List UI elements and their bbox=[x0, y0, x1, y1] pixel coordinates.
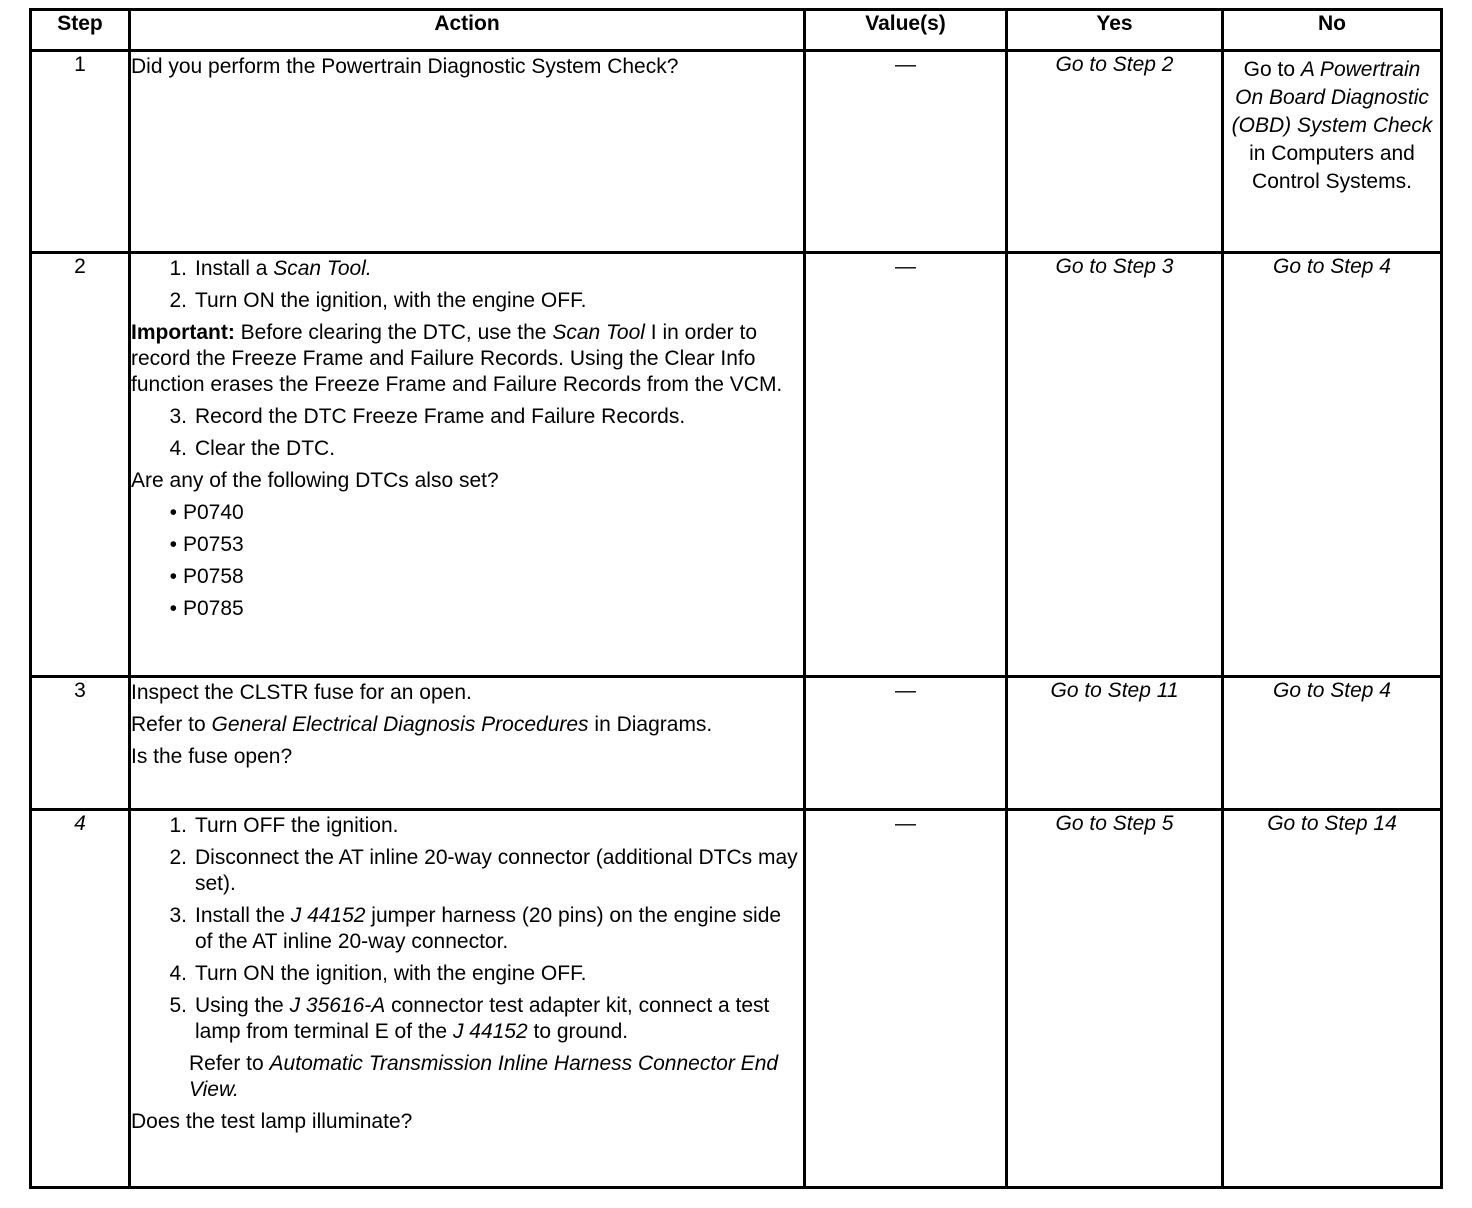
action-line: Inspect the CLSTR fuse for an open. bbox=[131, 681, 472, 704]
table-row bbox=[31, 677, 1442, 810]
diagnostic-table bbox=[29, 8, 1443, 1189]
step-number: 2 bbox=[31, 253, 130, 677]
value-cell: — bbox=[805, 253, 1007, 677]
list-item: 2. Turn ON the ignition, with the engine OFF. bbox=[169, 289, 587, 312]
no-cell: Go to Step 14 bbox=[1223, 810, 1442, 1188]
action-cell bbox=[130, 677, 805, 810]
no-cell bbox=[1223, 51, 1442, 253]
yes-cell: Go to Step 5 bbox=[1007, 810, 1223, 1188]
list-item: 1. Install a Scan Tool. bbox=[169, 257, 372, 280]
list-item: 4. Clear the DTC. bbox=[169, 437, 336, 460]
table-row bbox=[31, 253, 1442, 677]
header-yes: Yes bbox=[1007, 10, 1223, 51]
action-cell bbox=[130, 810, 805, 1188]
action-refer: Refer to General Electrical Diagnosis Procedures in Diagrams. bbox=[131, 713, 713, 736]
list-item: 2. Disconnect the AT inline 20-way connector (additional DTCs may set). bbox=[169, 846, 798, 895]
header-value: Value(s) bbox=[805, 10, 1007, 51]
value-cell: — bbox=[805, 51, 1007, 253]
dtc-bullet: • P0758 bbox=[169, 565, 244, 588]
table-row bbox=[31, 810, 1442, 1188]
list-item: 3. Record the DTC Freeze Frame and Failure Records. bbox=[169, 405, 686, 428]
action-question: Did you perform the Powertrain Diagnostic System Check? bbox=[131, 55, 679, 78]
important-note: Important: Before clearing the DTC, use the Scan Tool I in order to record the Freeze Frame and Failure Records. Using the Clear Info function erases the Freeze Frame and Failure Records from the VCM. bbox=[131, 321, 783, 396]
header-row bbox=[31, 10, 1442, 51]
dtc-bullet: • P0753 bbox=[169, 533, 244, 556]
no-prefix: Go to bbox=[1243, 58, 1301, 81]
yes-cell: Go to Step 11 bbox=[1007, 677, 1223, 810]
list-item: 3. Install the J 44152 jumper harness (20 pins) on the engine side of the AT inline 20-way connector. bbox=[169, 904, 782, 953]
no-link: A Powertrain On Board Diagnostic (OBD) System Check bbox=[1231, 58, 1433, 137]
list-item: 5. Using the J 35616-A connector test adapter kit, connect a test lamp from terminal E of the J 44152 to ground. bbox=[169, 994, 770, 1043]
yes-cell: Go to Step 2 bbox=[1007, 51, 1223, 253]
step-number: 3 bbox=[31, 677, 130, 810]
action-question: Does the test lamp illuminate? bbox=[131, 1110, 413, 1133]
yes-cell: Go to Step 3 bbox=[1007, 253, 1223, 677]
list-item: 4. Turn ON the ignition, with the engine OFF. bbox=[169, 962, 587, 985]
value-cell: — bbox=[805, 677, 1007, 810]
action-question: Is the fuse open? bbox=[131, 745, 293, 768]
table-row bbox=[31, 51, 1442, 253]
header-no: No bbox=[1223, 10, 1442, 51]
no-cell: Go to Step 4 bbox=[1223, 677, 1442, 810]
action-question: Are any of the following DTCs also set? bbox=[131, 469, 499, 492]
header-action: Action bbox=[130, 10, 805, 51]
header-step: Step bbox=[31, 10, 130, 51]
dtc-bullet: • P0785 bbox=[169, 597, 244, 620]
action-cell bbox=[130, 253, 805, 677]
action-cell bbox=[130, 51, 805, 253]
list-item: 1. Turn OFF the ignition. bbox=[169, 814, 399, 837]
no-suffix: in Computers and Control Systems. bbox=[1249, 142, 1415, 193]
step-number: 1 bbox=[31, 51, 130, 253]
dtc-bullet: • P0740 bbox=[169, 501, 244, 524]
no-cell: Go to Step 4 bbox=[1223, 253, 1442, 677]
action-refer: Refer to Automatic Transmission Inline Harness Connector End View. bbox=[189, 1052, 779, 1101]
step-number: 4 bbox=[31, 810, 130, 1188]
value-cell: — bbox=[805, 810, 1007, 1188]
